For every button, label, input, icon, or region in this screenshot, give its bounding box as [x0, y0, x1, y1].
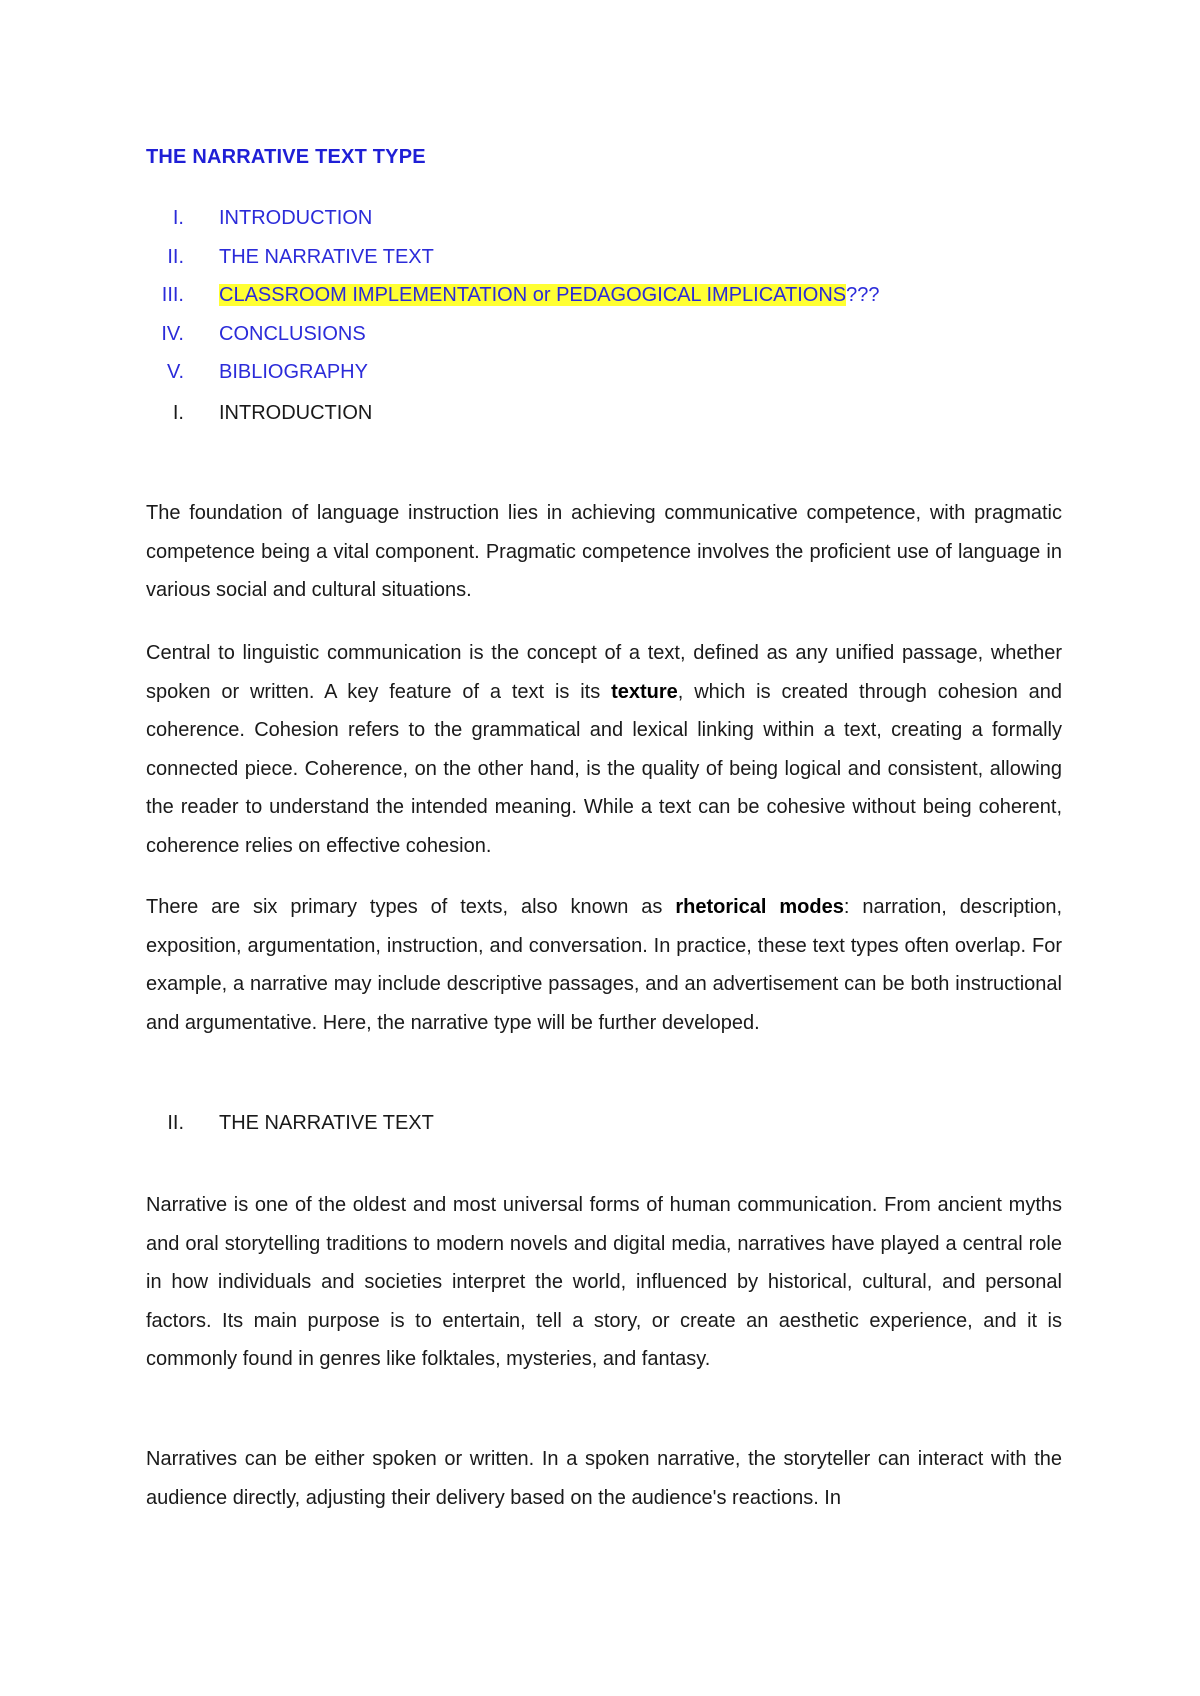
toc-item-number: IV. — [161, 322, 184, 345]
table-of-contents — [146, 205, 1062, 398]
toc-item-label: BIBLIOGRAPHY — [219, 361, 368, 383]
paragraph-text: Central to linguistic communication is the concept of a text, defined as any unified passage, whether spoken or written. A key feature of a text is its — [146, 642, 1062, 703]
toc-item-label: INTRODUCTION — [219, 207, 373, 229]
toc-item-label: THE NARRATIVE TEXT — [219, 245, 434, 268]
toc-item — [146, 282, 1062, 321]
highlighted-text: CLASSROOM IMPLEMENTATION or PEDAGOGICAL IMPLICATIONS — [219, 284, 847, 306]
toc-item-number: I. — [172, 207, 184, 229]
paragraph — [146, 888, 1062, 1042]
paragraph — [146, 634, 1062, 865]
paragraph: Narratives can be either spoken or written. In a spoken narrative, the storyteller can interact with the audience directly, adjusting their delivery based on the audience's reactions. In — [146, 1448, 1062, 1509]
toc-item-number: III. — [161, 284, 184, 306]
paragraph-text: There are six primary types of texts, also known as — [146, 896, 676, 918]
bold-term: texture — [611, 680, 678, 703]
toc-item — [146, 359, 1062, 398]
toc-item — [146, 244, 1062, 283]
section-heading-introduction — [146, 400, 1062, 428]
document-title: THE NARRATIVE TEXT TYPE — [146, 146, 426, 168]
toc-item-label: CONCLUSIONS — [219, 322, 366, 345]
section-number: II. — [167, 1112, 184, 1134]
toc-item-label — [219, 282, 880, 308]
section-title: THE NARRATIVE TEXT — [219, 1112, 434, 1134]
toc-item-number: V. — [166, 361, 184, 383]
toc-item — [146, 321, 1062, 360]
bold-term: rhetorical modes — [675, 896, 844, 918]
paragraph-text: , which is created through cohesion and coherence. Cohesion refers to the grammatical and lexical linking within a text, creating a formally connected piece. Coherence, on the other hand, is the quality of being logical and consistent, allowing the reader to understand the intended meaning. While a text can be cohesive without being coherent, coherence relies on effective cohesion. — [146, 680, 1062, 857]
paragraph: The foundation of language instruction lies in achieving communicative competence, with pragmatic competence being a vital component. Pragmatic competence involves the proficient use of language in various social and cultural situations. — [146, 502, 1062, 601]
section-title: INTRODUCTION — [219, 402, 373, 424]
section-heading-narrative-text — [146, 1110, 1062, 1138]
paragraph-text: : narration, description, exposition, argumentation, instruction, and conversation. In practice, these text types often overlap. For example, a narrative may include descriptive passages, and an advertisement can be both instructional and argumentative. Here, the narrative type will be further developed. — [146, 896, 1063, 1034]
section-number: I. — [172, 402, 184, 424]
toc-item-suffix: ??? — [846, 284, 880, 306]
toc-item — [146, 205, 1062, 244]
paragraph: Narrative is one of the oldest and most universal forms of human communication. From ancient myths and oral storytelling traditions to modern novels and digital media, narratives have played a central role in how individuals and societies interpret the world, influenced by historical, cultural, and personal factors. Its main purpose is to entertain, tell a story, or create an aesthetic experience, and it is commonly found in genres like folktales, mysteries, and fantasy. — [146, 1194, 1062, 1370]
toc-item-number: II. — [167, 245, 184, 268]
